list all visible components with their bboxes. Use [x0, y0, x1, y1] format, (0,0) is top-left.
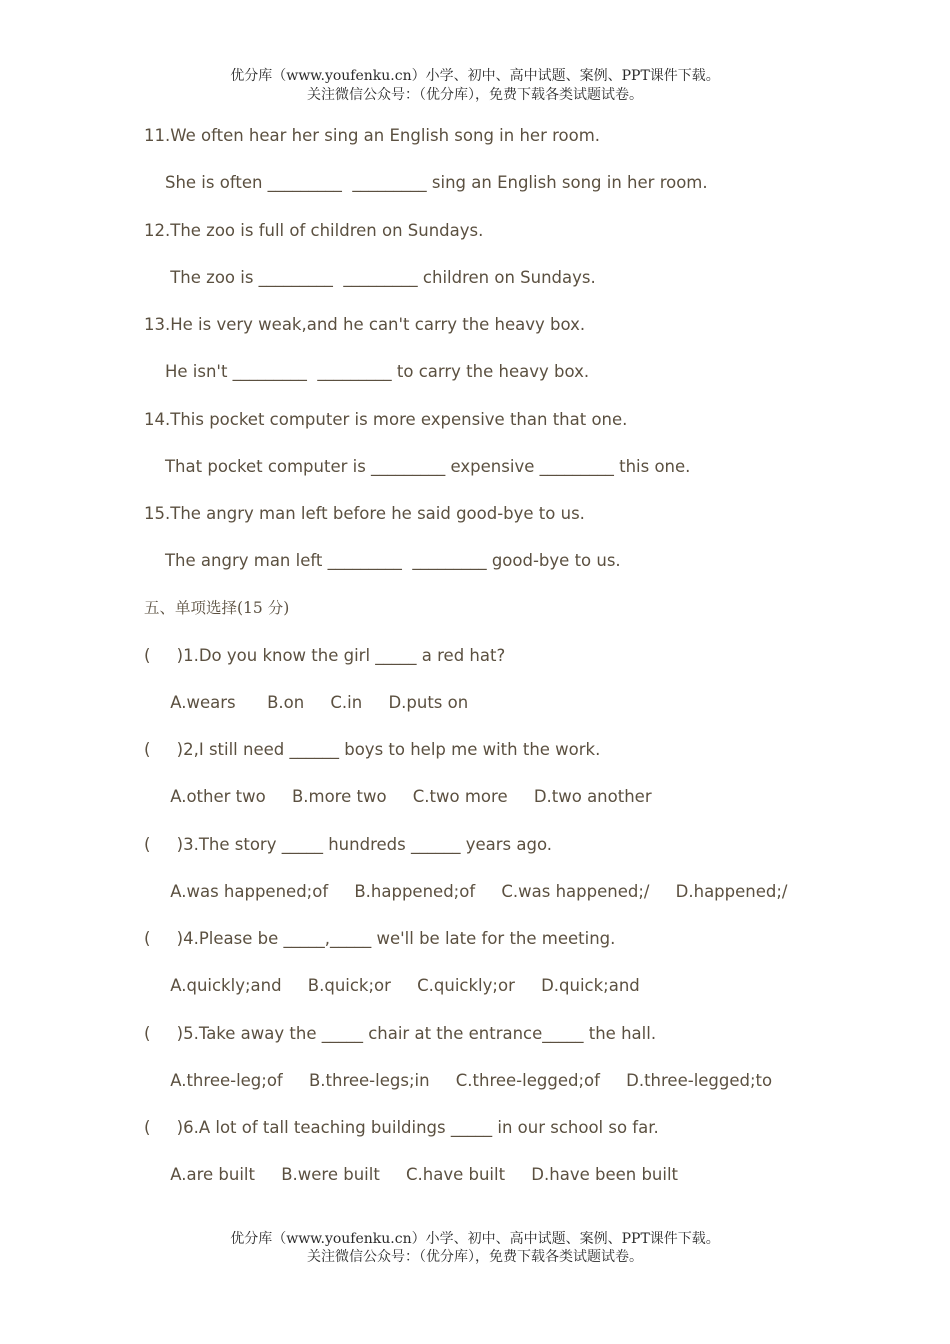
question-11: 11.We often hear her sing an English song in her room. — [144, 126, 601, 145]
header-line-2: 关注微信公众号：（优分库），免费下载各类试题试卷。 — [307, 87, 643, 103]
answer-15: The angry man left _________ _________ good-bye to us. — [144, 551, 621, 570]
choice-3-stem: ( )3.The story _____ hundreds ______ years ago. — [144, 835, 552, 854]
question-15: 15.The angry man left before he said good-bye to us. — [144, 504, 585, 523]
choice-1-options: A.wears B.on C.in D.puts on — [144, 693, 469, 712]
question-13: 13.He is very weak,and he can't carry the heavy box. — [144, 315, 586, 334]
section-5-title: 五、单项选择(15 分) — [144, 599, 290, 617]
header-line-1: 优分库（www.youfenku.cn）小学、初中、高中试题、案例、PPT课件下载。 — [230, 68, 720, 84]
answer-14: That pocket computer is _________ expensive _________ this one. — [144, 457, 691, 476]
answer-12: The zoo is _________ _________ children on Sundays. — [144, 268, 596, 287]
choice-3-options: A.was happened;of B.happened;of C.was happened;/ D.happened;/ — [144, 882, 788, 901]
question-14: 14.This pocket computer is more expensive than that one. — [144, 410, 628, 429]
answer-11: She is often _________ _________ sing an English song in her room. — [144, 173, 708, 192]
choice-6-options: A.are built B.were built C.have built D.have been built — [144, 1165, 679, 1184]
choice-2-options: A.other two B.more two C.two more D.two another — [144, 787, 652, 806]
choice-5-stem: ( )5.Take away the _____ chair at the entrance_____ the hall. — [144, 1024, 657, 1043]
question-12: 12.The zoo is full of children on Sundays. — [144, 221, 484, 240]
choice-5-options: A.three-leg;of B.three-legs;in C.three-legged;of D.three-legged;to — [144, 1071, 773, 1090]
footer-line-1: 优分库（www.youfenku.cn）小学、初中、高中试题、案例、PPT课件下载。 — [230, 1231, 720, 1247]
choice-4-stem: ( )4.Please be _____,_____ we'll be late for the meeting. — [144, 929, 616, 948]
answer-13: He isn't _________ _________ to carry the heavy box. — [144, 362, 590, 381]
choice-2-stem: ( )2,I still need ______ boys to help me with the work. — [144, 740, 601, 759]
choice-4-options: A.quickly;and B.quick;or C.quickly;or D.quick;and — [144, 976, 640, 995]
choice-6-stem: ( )6.A lot of tall teaching buildings _____ in our school so far. — [144, 1118, 659, 1137]
footer-line-2: 关注微信公众号：（优分库），免费下载各类试题试卷。 — [307, 1249, 643, 1265]
choice-1-stem: ( )1.Do you know the girl _____ a red hat? — [144, 646, 506, 665]
